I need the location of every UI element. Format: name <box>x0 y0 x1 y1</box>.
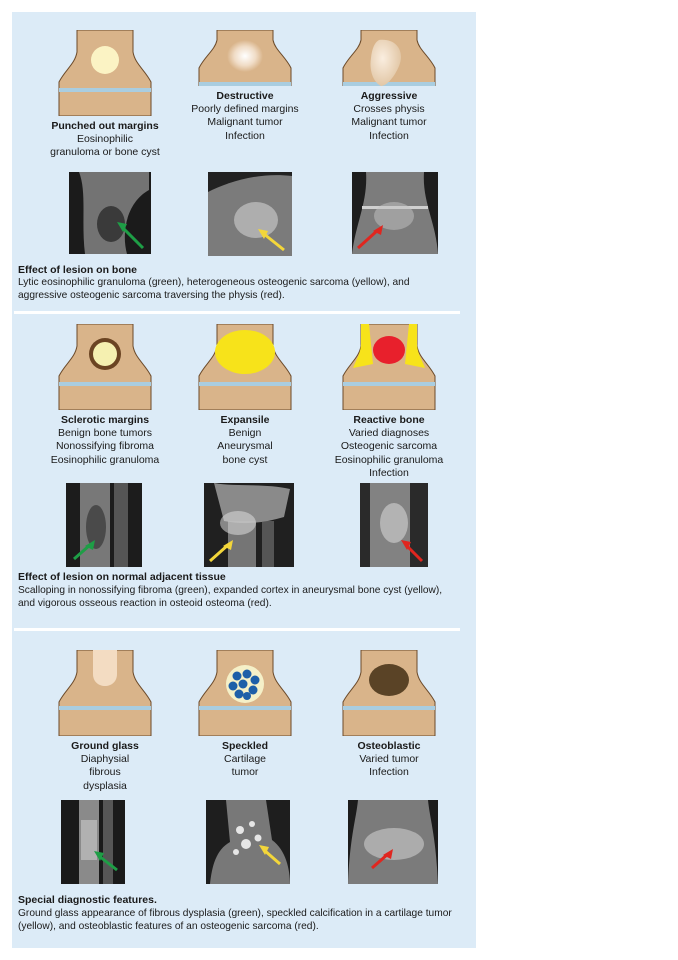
item-line: Infection <box>225 129 265 142</box>
item-title: Expansile <box>220 414 270 426</box>
item-title: Speckled <box>221 740 269 752</box>
item-title: Ground glass <box>71 740 139 752</box>
item-speckled <box>170 650 320 780</box>
item-line: Nonossifying fibroma <box>55 440 155 453</box>
xray-aggressive-sarcoma <box>352 172 438 254</box>
item-reactive <box>314 324 464 480</box>
section-description: Ground glass appearance of fibrous dysplasia (green), speckled calcification in a cartilage tumor (yellow), and osteoblastic features of an osteogenic sarcoma (red). <box>18 908 452 933</box>
item-line: Eosinophilic granuloma <box>50 453 160 466</box>
bone-destructive-icon <box>195 30 295 86</box>
item-line: bone cyst <box>222 453 268 466</box>
item-title: Destructive <box>216 90 274 102</box>
item-line: Benign <box>228 427 262 440</box>
item-line: Varied diagnoses <box>348 427 430 440</box>
item-destructive <box>170 30 320 143</box>
xray-nonossifying-fibroma <box>66 483 142 567</box>
xray-osteoid-osteoma <box>360 483 428 567</box>
item-title: Punched out margins <box>51 120 159 132</box>
bone-expansile-icon <box>195 324 295 410</box>
bone-speckled-icon <box>195 650 295 736</box>
xray-osteogenic-sarcoma <box>208 172 292 256</box>
item-expansile <box>170 324 320 467</box>
bone-aggressive-icon <box>339 30 439 86</box>
item-line: Malignant tumor <box>207 116 283 129</box>
bone-osteoblastic-icon <box>339 650 439 736</box>
item-line: Eosinophilic granuloma <box>334 453 444 466</box>
item-punched-out <box>30 30 180 160</box>
item-sclerotic <box>30 324 180 467</box>
item-aggressive <box>314 30 464 143</box>
bone-reactive-icon <box>339 324 439 410</box>
item-line: Infection <box>369 129 409 142</box>
item-line: Cartilage <box>223 753 267 766</box>
section-description: Lytic eosinophilic granuloma (green), heterogeneous osteogenic sarcoma (yellow), and aggressive osteogenic sarcoma traversing the physis (red). <box>18 277 410 302</box>
bone-punched-out-icon <box>55 30 155 116</box>
item-title: Aggressive <box>360 90 418 102</box>
item-line: tumor <box>231 766 259 779</box>
section-divider <box>14 311 460 314</box>
item-line: Infection <box>369 766 409 779</box>
item-line: Infection <box>369 466 409 479</box>
item-line: Eosinophilic <box>76 133 134 146</box>
item-line: Malignant tumor <box>351 116 427 129</box>
item-line: Aneurysmal <box>217 440 273 453</box>
xray-fibrous-dysplasia <box>61 800 125 884</box>
xray-cartilage-tumor <box>206 800 290 884</box>
section-heading: Effect of lesion on bone <box>18 264 138 276</box>
item-line: Varied tumor <box>359 753 419 766</box>
item-line: dysplasia <box>83 779 127 792</box>
bone-sclerotic-icon <box>55 324 155 410</box>
item-line: Crosses physis <box>353 103 425 116</box>
section-divider <box>14 628 460 631</box>
bone-ground-glass-icon <box>55 650 155 736</box>
section-heading: Effect of lesion on normal adjacent tissue <box>18 571 226 583</box>
item-title: Sclerotic margins <box>60 414 150 426</box>
item-title: Reactive bone <box>353 414 425 426</box>
item-title: Osteoblastic <box>357 740 421 752</box>
item-ground-glass <box>30 650 180 793</box>
xray-aneurysmal-bone-cyst <box>204 483 294 567</box>
item-osteoblastic <box>314 650 464 780</box>
item-line: Osteogenic sarcoma <box>340 440 438 453</box>
section-heading: Special diagnostic features. <box>18 894 157 906</box>
item-line: Diaphysial <box>80 753 130 766</box>
xray-osteogenic-sarcoma-osteoblastic <box>348 800 438 884</box>
xray-eosinophilic-granuloma <box>69 172 151 254</box>
section-description: Scalloping in nonossifying fibroma (green), expanded cortex in aneurysmal bone cyst (yellow), and vigorous osseous reaction in osteoid osteoma (red). <box>18 585 443 610</box>
item-line: fibrous <box>89 766 121 779</box>
item-line: granuloma or bone cyst <box>50 146 160 159</box>
item-line: Poorly defined margins <box>191 103 299 116</box>
item-line: Benign bone tumors <box>58 427 152 440</box>
